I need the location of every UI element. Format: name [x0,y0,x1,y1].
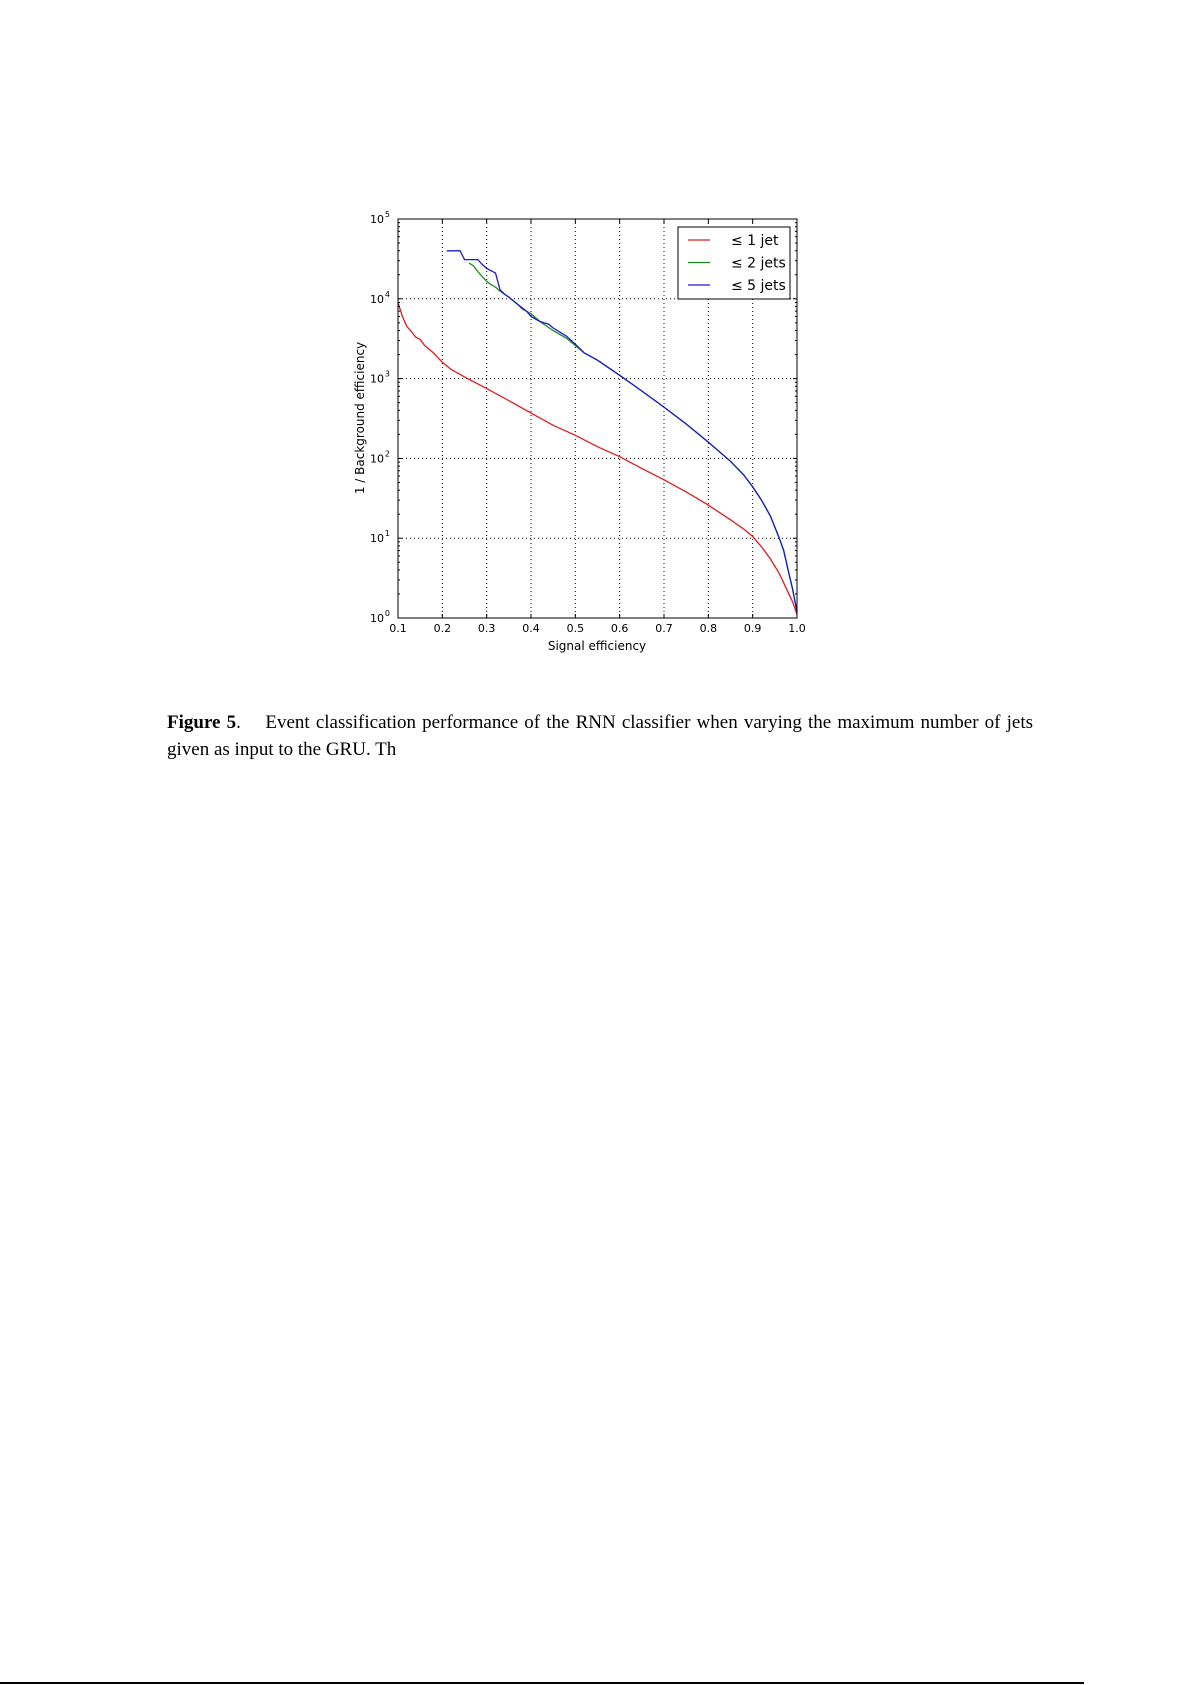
x-tick-label: 0.3 [477,622,496,635]
y-tick-base: 10 [370,213,384,226]
y-tick-label [370,452,384,465]
y-tick-base: 10 [370,452,384,466]
roc-chart [0,0,1192,700]
x-tick-label: 0.1 [389,622,407,635]
footer-rule [0,1682,1084,1684]
caption-text: Event classification performance of the RNN classifier when varying the maximum number of jets given as input to the GRU. Th [167,712,1034,760]
y-tick-exponent: 3 [384,369,390,379]
y-tick-label [370,532,384,545]
y-tick-label [370,293,384,306]
legend-label: ≤ 2 jets [731,255,786,272]
x-tick-label: 0.6 [610,622,629,635]
x-axis-label: Signal efficiency [547,639,647,653]
x-tick-label: 0.8 [699,622,718,635]
legend-label: ≤ 1 jet [731,233,779,249]
y-tick-exponent: 1 [384,529,390,539]
y-tick-base: 10 [370,372,384,386]
series-line-3 [447,251,797,612]
legend [678,227,790,299]
y-tick-exponent: 5 [384,210,390,219]
caption-label: Figure 5 [167,712,237,733]
series-lines [398,251,797,615]
y-tick-exponent: 0 [384,609,390,618]
y-tick-label [370,612,384,625]
x-tick-label: 0.4 [522,622,540,635]
series-line-2 [469,263,797,612]
figure-caption: Figure 5. Event classification performance of the RNN classifier when varying the maximum number of jets given as input to the GRU. Th [167,712,1034,760]
y-tick-label [370,213,384,226]
legend-label: ≤ 5 jets [731,278,786,294]
x-tick-label: 0.2 [433,622,452,635]
x-tick-label: 0.9 [743,622,762,635]
y-tick-base: 10 [370,532,384,546]
x-tick-label: 0.7 [655,622,673,635]
y-tick-exponent: 4 [384,289,390,299]
x-tick-label: 0.5 [566,622,585,635]
series-line-1 [398,303,797,615]
y-tick-base: 10 [370,612,384,625]
y-axis-label: 1 / Background efficiency [353,341,367,495]
y-tick-label [370,373,384,386]
y-tick-exponent: 2 [384,449,390,459]
y-tick-base: 10 [370,292,384,306]
x-tick-label: 1.0 [788,622,806,635]
